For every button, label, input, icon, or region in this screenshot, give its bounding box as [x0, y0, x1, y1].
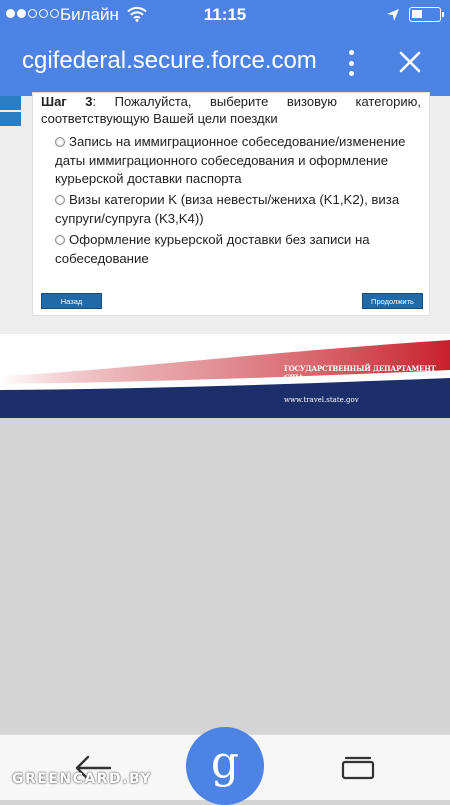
back-button[interactable]: Назад	[41, 293, 102, 309]
option-label: Оформление курьерской доставки без записи на собеседование	[55, 232, 370, 266]
step-label: Шаг 3	[41, 94, 93, 109]
nav-tab[interactable]	[0, 112, 21, 126]
battery-level	[412, 10, 422, 18]
step-description: : Пожалуйста, выберите визовую категорию, соответствующую Вашей цели поездки	[41, 94, 421, 126]
visa-category-form	[32, 92, 430, 316]
nav-tab[interactable]	[0, 96, 21, 110]
department-website[interactable]: www.travel.state.gov	[284, 396, 359, 404]
department-name: ГОСУДАРСТВЕННЫЙ ДЕПАРТАМЕНТ США	[284, 364, 436, 382]
status-bar	[0, 0, 450, 30]
carrier-name: Билайн	[60, 5, 119, 24]
continue-button[interactable]: Продолжить	[362, 293, 423, 309]
flag-swoosh-graphic	[0, 334, 450, 418]
radio-button[interactable]	[55, 137, 65, 147]
option-label: Визы категории K (виза невесты/жениха (K1,K2), виза супруги/супруга (K3,K4))	[55, 192, 400, 226]
radio-button[interactable]	[55, 195, 65, 205]
menu-dot	[349, 61, 354, 66]
browser-header	[0, 0, 450, 96]
watermark: GREENCARD.BY	[12, 771, 152, 787]
option-immigration-interview[interactable]	[55, 133, 410, 189]
close-icon[interactable]	[396, 48, 424, 76]
option-k-visa[interactable]	[55, 191, 410, 228]
left-nav-tabs	[0, 96, 21, 134]
menu-dots-icon[interactable]	[343, 48, 359, 78]
step-instruction	[41, 93, 421, 127]
google-g-icon: g	[210, 737, 240, 788]
status-time: 11:15	[203, 5, 247, 24]
address-bar-url[interactable]: cgifederal.secure.force.com	[22, 47, 317, 74]
state-department-banner	[0, 334, 450, 418]
bottom-toolbar	[0, 734, 450, 800]
tabs-icon[interactable]	[340, 755, 376, 781]
option-label: Запись на иммиграционное собеседование/изменение даты иммиграционного собеседования и оформление курьерской доставки паспорта	[55, 134, 406, 186]
option-courier-delivery[interactable]	[55, 231, 410, 268]
web-page	[0, 96, 450, 334]
battery-icon	[409, 7, 441, 22]
location-arrow-icon	[386, 8, 400, 22]
menu-dot	[349, 50, 354, 55]
menu-dot	[349, 71, 354, 76]
google-search-button[interactable]	[186, 727, 264, 805]
radio-button[interactable]	[55, 235, 65, 245]
battery-tip	[442, 12, 444, 17]
